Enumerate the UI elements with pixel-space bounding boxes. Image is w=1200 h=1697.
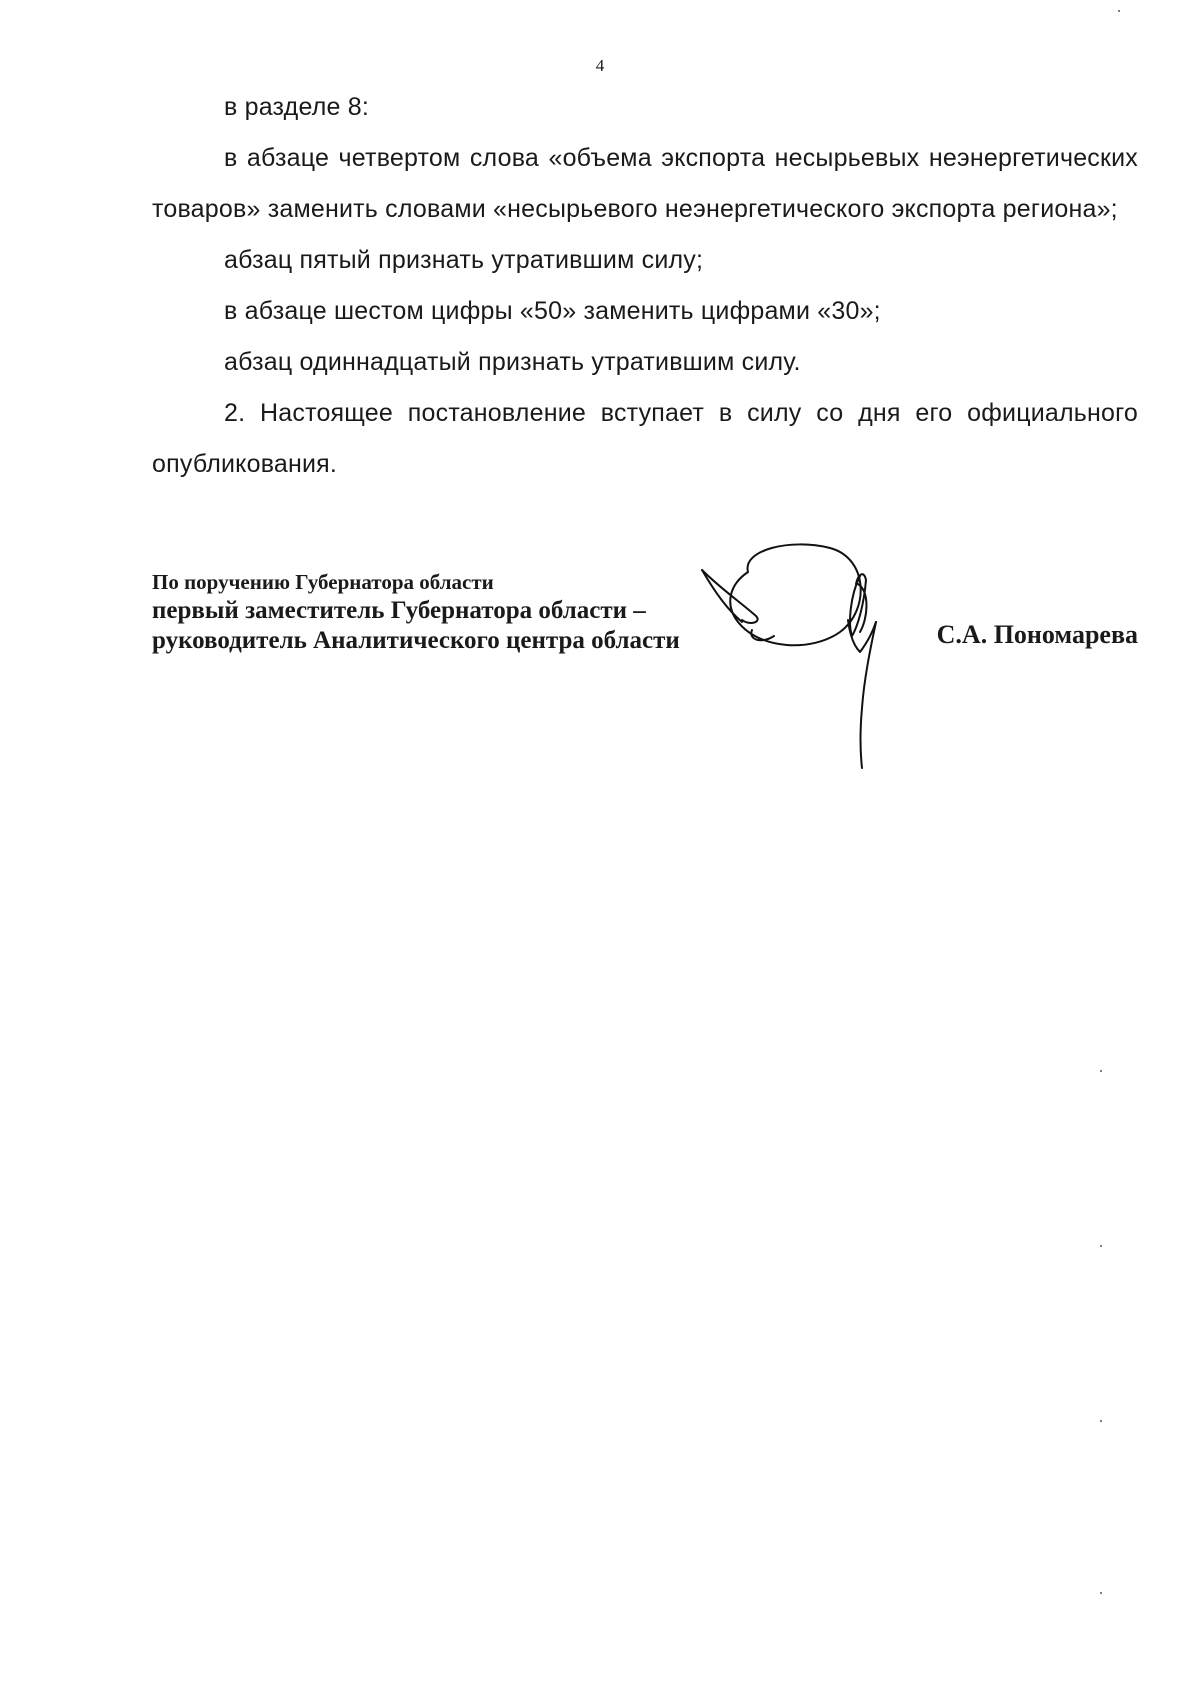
- paragraph-effective-date: 2. Настоящее постановление вступает в силу со дня его официального опубликования.: [152, 399, 1138, 478]
- scan-artifact-dot: [1100, 1420, 1102, 1422]
- scan-artifact-dot: [1100, 1070, 1102, 1072]
- scan-artifact-dot: [1118, 10, 1120, 12]
- signer-name: С.А. Пономарева: [936, 620, 1138, 649]
- document-body: [152, 82, 1138, 490]
- paragraph-abzac-5: абзац пятый признать утратившим силу;: [224, 246, 704, 274]
- paragraph-abzac-11: абзац одиннадцатый признать утратившим силу.: [224, 348, 801, 376]
- signer-position-line-2: руководитель Аналитического центра области: [152, 627, 680, 654]
- paragraph-abzac-4: в абзаце четвертом слова «объема экспорта несырьевых неэнергетических товаров» заменить словами «несырьевого неэнергетического экспорта региона»;: [152, 144, 1138, 223]
- signature-authority-line: По поручению Губернатора области: [152, 570, 494, 594]
- handwritten-signature: [690, 540, 920, 780]
- page-number: 4: [595, 56, 605, 75]
- scan-artifact-dot: [1100, 1592, 1102, 1594]
- signer-position-line-1: первый заместитель Губернатора области –: [152, 597, 646, 624]
- paragraph-section-8: в разделе 8:: [224, 93, 370, 121]
- paragraph-abzac-6: в абзаце шестом цифры «50» заменить цифрами «30»;: [224, 297, 881, 325]
- scan-artifact-dot: [1100, 1245, 1102, 1247]
